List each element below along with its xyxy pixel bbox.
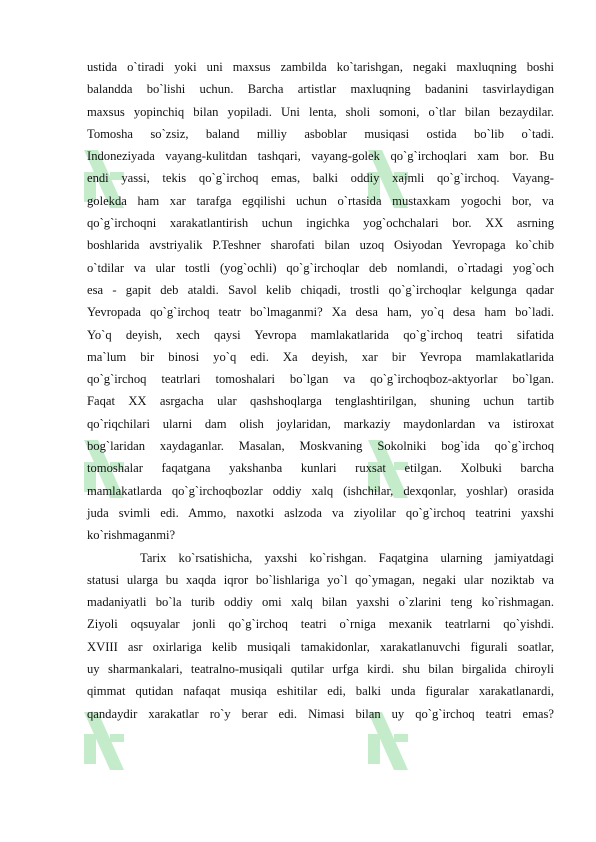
text-line: tomoshalar faqatgana yakshanba kunlari ruxsat etilgan. Xolbuki barcha (87, 461, 554, 476)
text-line: qandaydir xarakatlar ro`y berar edi. Nimasi bilan uy qo`g`irchoq teatri emas? (87, 706, 554, 721)
text-line: qimmat qutidan nafaqat musiqa eshitilar edi, balki unda figuralar xarakatlanardi, (87, 684, 554, 699)
text-line: endi yassi, tekis qo`g`irchoq emas, balki oddiy xajmli qo`g`irchoq. Vayang- (87, 171, 554, 186)
text-line: boshlarida avstriyalik P.Teshner sharofati bilan uzoq Osiyodan Yevropaga ko`chib (87, 238, 554, 253)
text-line: Tarix ko`rsatishicha, yaxshi ko`rishgan. Faqatgina ularning jamiyatdagi (140, 550, 554, 565)
text-line: Faqat XX asrgacha ular qashshoqlarga tenglashtirilgan, shuning uchun tartib (87, 394, 554, 409)
text-line: XVIII asr oxirlariga kelib musiqali tamakidonlar, xarakatlanuvchi figurali soatlar, (87, 639, 554, 654)
text-line: o`tdilar va ular tostli (yog`ochli) qo`g`irchoqlar deb nomlandi, o`rtadagi yog`och (87, 260, 554, 275)
text-line: Ziyoli oqsuyalar jonli qo`g`irchoq teatri o`rniga mexanik teatrlarni qo`yishdi. (87, 617, 554, 632)
text-line: statusi ularga bu xaqda iqror bo`lishlariga yo`l qo`ymagan, negaki ular noziktab va (87, 572, 554, 587)
text-line: ko`rishmaganmi? (87, 528, 176, 543)
text-line: golekda ham xar tarafga egqilishi uchun o`rtasida mustaxkam yogochi bor, va (87, 193, 554, 208)
text-line: ustida o`tiradi yoki uni maxsus zambilda ko`tarishgan, negaki maxluqning boshi (87, 60, 554, 74)
text-line: qo`g`irchoqni xarakatlantirish uchun ingichka yog`ochchalari bor. XX asrning (87, 216, 554, 231)
text-line: balandda bo`lishi uchun. Barcha artistlar maxluqning badanini tasvirlaydigan (87, 82, 554, 97)
body-text (87, 56, 554, 725)
text-line: mamlakatlarda qo`g`irchoqbozlar oddiy xalq (ishchilar, dexqonlar, yoshlar) orasida (87, 483, 554, 498)
text-line: esa - gapit deb ataldi. Savol kelib chiqadi, trostli qo`g`irchoqlar kelgunga qadar (87, 282, 554, 297)
text-line: Yevropada qo`g`irchoq teatr bo`lmaganmi? Xa desa ham, yo`q desa ham bo`ladi. (87, 305, 554, 320)
text-line: Indoneziyada vayang-kulitdan tashqari, vayang-golek qo`g`irchoqlari xam bor. Bu (87, 149, 554, 164)
text-line: Tomosha so`zsiz, baland milliy asboblar musiqasi ostida bo`lib o`tadi. (87, 126, 554, 141)
text-line: maxsus yopinchiq bilan yopiladi. Uni lenta, sholi somoni, o`tlar bilan bezaydilar. (87, 104, 554, 119)
text-line: Yo`q deyish, xech qaysi Yevropa mamlakatlarida qo`g`irchoq teatri sifatida (87, 327, 554, 342)
text-line: juda svimli edi. Ammo, naxotki aslzoda va ziyolilar qo`g`irchoq teatrini yaxshi (87, 505, 554, 520)
text-line: ma`lum bir binosi yo`q edi. Xa deyish, xar bir Yevropa mamlakatlarida (87, 349, 554, 364)
text-line: qo`riqchilari ularni dam olish joylaridan, markaziy maydonlardan va istiroxat (87, 416, 554, 431)
text-line: uy sharmankalari, teatralno-musiqali qutilar urfga kirdi. shu bilan birgalida chiroyli (87, 662, 554, 677)
text-line: qo`g`irchoq teatrlari tomoshalari bo`lgan va qo`g`irchoqboz-aktyorlar bo`lgan. (87, 372, 554, 387)
text-line: madaniyatli bo`la turib oddiy omi xalq bilan yaxshi o`zlarini teng ko`rishmagan. (87, 595, 554, 610)
text-line: bog`laridan xaydaganlar. Masalan, Moskvaning Sokolniki bog`ida qo`g`irchoq (87, 439, 554, 454)
